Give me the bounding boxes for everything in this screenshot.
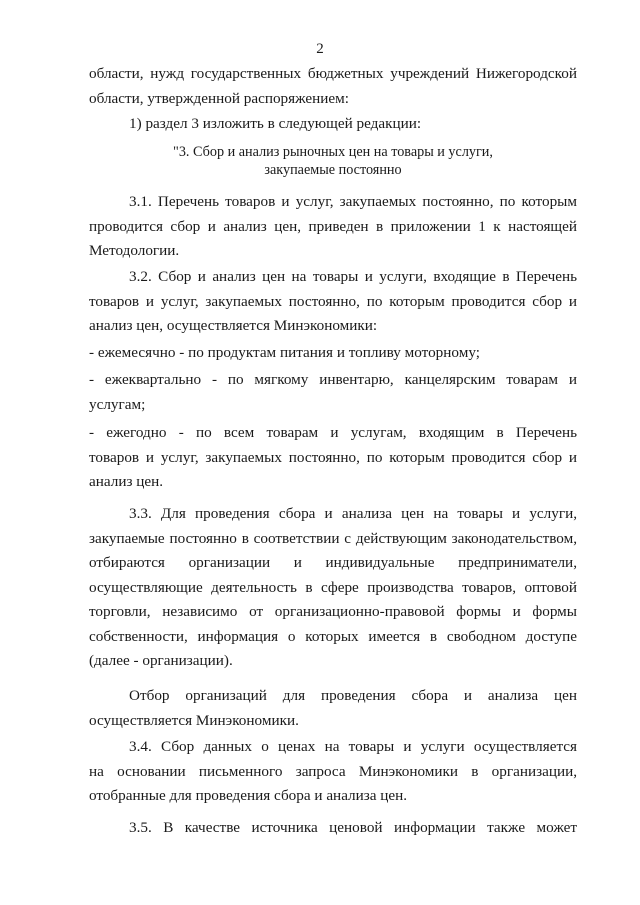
- text-line: Отбор организаций для проведения сбора и анализа цен: [129, 687, 577, 704]
- text-line: области, утвержденной распоряжением:: [89, 89, 349, 107]
- text-line: товаров и услуг, закупаемых постоянно, по которым проводится сбор и: [89, 292, 577, 310]
- text-line: 1) раздел 3 изложить в следующей редакции:: [129, 115, 422, 132]
- text-line: 3.4. Сбор данных о ценах на товары и услуги осуществляется: [129, 738, 577, 755]
- paragraph-3-1: [89, 190, 577, 264]
- text-line: отобранные для проведения сбора и анализа цен.: [89, 787, 408, 804]
- paragraph-3-4: [89, 735, 577, 809]
- heading-line: "3. Сбор и анализ рыночных цен на товары и услуги,: [173, 144, 493, 160]
- text-line: закупаемые постоянно в соответствии с действующим законодательством,: [89, 529, 577, 547]
- text-line: (далее - организации).: [89, 652, 233, 669]
- text-line: 3.2. Сбор и анализ цен на товары и услуги, входящие в Перечень: [129, 268, 577, 285]
- paragraph-3-3-selection: [89, 684, 577, 733]
- text-line: на основании письменного запроса Минэкономики в организации,: [89, 762, 577, 780]
- text-line: услугам;: [89, 395, 146, 413]
- amendment-item: [89, 112, 577, 137]
- text-line: анализ цен.: [89, 473, 164, 490]
- paragraph-3-2: [89, 265, 577, 339]
- text-line: - ежеквартально - по мягкому инвентарю, канцелярским товарам и: [89, 371, 577, 388]
- text-line: Методологии.: [89, 242, 180, 259]
- text-line: проводится сбор и анализ цен, приведен в приложении 1 к настоящей: [89, 217, 577, 235]
- text-line: осуществляется Минэкономики.: [89, 711, 299, 729]
- text-line: 3.5. В качестве источника ценовой информации также может: [129, 819, 577, 836]
- text-line: осуществляющие деятельность в сфере производства товаров, оптовой: [89, 578, 577, 596]
- paragraph-3-3: [89, 502, 577, 674]
- section-heading: [89, 143, 577, 179]
- text-line: 3.3. Для проведения сбора и анализа цен на товары и услуги,: [129, 505, 577, 522]
- heading-line: закупаемые постоянно: [264, 162, 402, 178]
- text-line: 3.1. Перечень товаров и услуг, закупаемых постоянно, по которым: [129, 193, 577, 210]
- list-item-monthly: [89, 341, 577, 366]
- text-line: товаров и услуг, закупаемых постоянно, по которым проводится сбор и: [89, 448, 577, 466]
- page-number: 2: [316, 41, 324, 57]
- intro-paragraph: [89, 62, 577, 111]
- text-line: торговли, независимо от организационно-правовой формы и формы: [89, 603, 577, 620]
- text-line: собственности, информация о которых имеется в свободном доступе: [89, 627, 577, 645]
- text-line: анализ цен, осуществляется Минэкономики:: [89, 317, 378, 334]
- text-line: - ежемесячно - по продуктам питания и топливу моторному;: [89, 344, 480, 361]
- list-item-quarterly: [89, 368, 577, 417]
- paragraph-3-5: [89, 816, 577, 841]
- text-line: - ежегодно - по всем товарам и услугам, входящим в Перечень: [89, 424, 577, 441]
- text-line: области, нужд государственных бюджетных учреждений Нижегородской: [89, 65, 577, 82]
- text-line: отбираются организации и индивидуальные предприниматели,: [89, 554, 577, 571]
- list-item-yearly: [89, 421, 577, 495]
